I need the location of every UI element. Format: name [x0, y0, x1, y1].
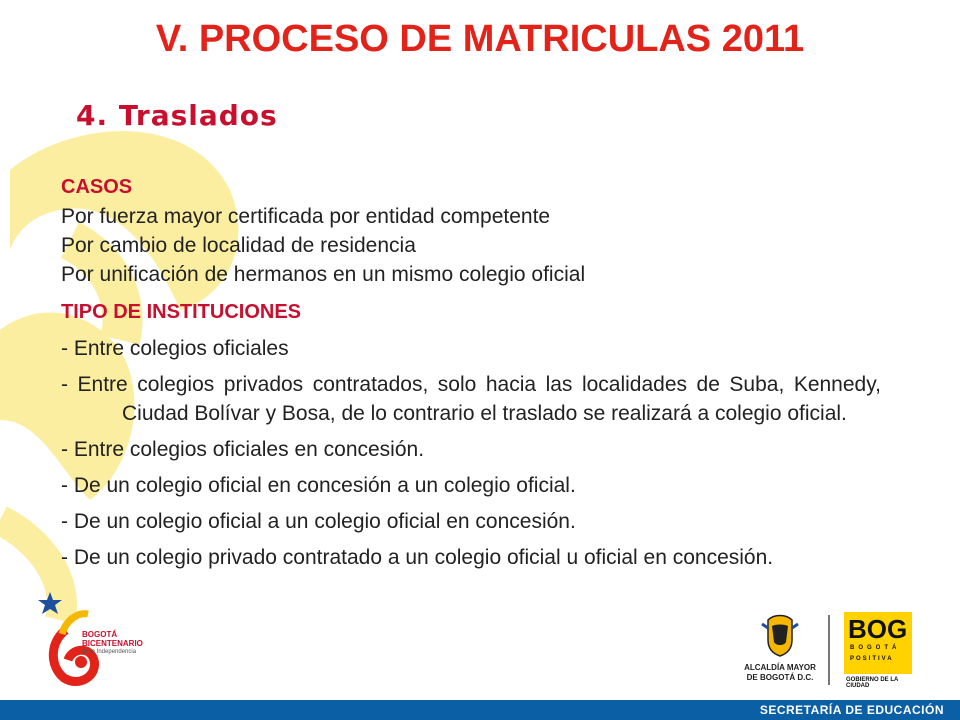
tipos-item: - De un colegio privado contratado a un colegio oficial u oficial en concesión. [61, 546, 774, 569]
tipos-item: - De un colegio oficial en concesión a un colegio oficial. [61, 474, 576, 497]
casos-heading: CASOS [61, 176, 133, 198]
bicentenario-text-2: BICENTENARIO [82, 639, 143, 648]
alcaldia-logo [735, 612, 825, 694]
coat-of-arms-icon [760, 612, 800, 658]
casos-item: Por fuerza mayor certificada por entidad competente [61, 205, 551, 228]
casos-item: Por cambio de localidad de residencia [61, 234, 416, 257]
section-subtitle: 4. Traslados [76, 99, 278, 132]
tipos-item: - Entre colegios oficiales en concesión. [61, 438, 425, 461]
bicentenario-logo [36, 590, 206, 690]
casos-item: Por unificación de hermanos en un mismo colegio oficial [61, 263, 586, 286]
alcaldia-text-1: ALCALDÍA MAYOR [744, 663, 816, 672]
page-title: V. PROCESO DE MATRICULAS 2011 [155, 18, 805, 60]
bicentenario-text-3: de la Independencia [82, 649, 137, 655]
slide-content [61, 173, 881, 572]
tipos-item: - Entre colegios privados contratados, solo hacia las localidades de Suba, Kennedy, Ciudad Bolívar y Bosa, de lo contrario el traslado se realizará a colegio oficial. [61, 373, 881, 425]
bicentenario-text-1: BOGOTÁ [82, 630, 118, 639]
alcaldia-text-2: DE BOGOTÁ D.C. [746, 673, 814, 682]
bogota-positiva-logo [840, 612, 920, 694]
bog-sub-1: BOGOTÁ [850, 645, 901, 651]
bog-text: BOG [848, 614, 908, 644]
tipos-heading: TIPO DE INSTITUCIONES [61, 301, 302, 323]
tipos-item: - De un colegio oficial a un colegio oficial en concesión. [61, 510, 576, 533]
bog-caption: GOBIERNO DE LA CIUDAD [846, 677, 899, 689]
footer-label: SECRETARÍA DE EDUCACIÓN [759, 703, 944, 717]
tipos-item: - Entre colegios oficiales [61, 337, 289, 360]
footer-bar [0, 700, 960, 720]
bog-sub-2: POSITIVA [850, 656, 894, 662]
logo-divider [828, 615, 830, 685]
